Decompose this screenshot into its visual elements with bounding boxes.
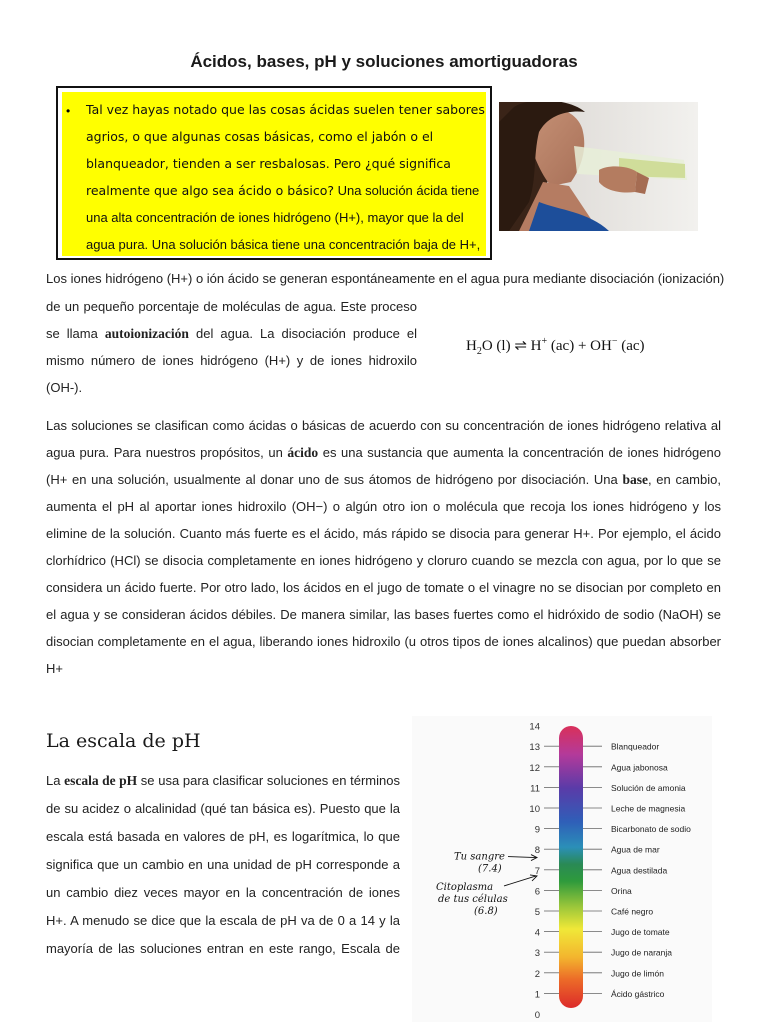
eq-h: H xyxy=(466,338,477,354)
ph-tick-label: 1 xyxy=(534,989,540,1001)
ph-substance-label: Solución de amonia xyxy=(611,782,686,793)
ph-annotation-text: de tus células xyxy=(438,893,508,905)
eq-sub: 2 xyxy=(476,346,482,357)
section-line: escala está basada en valores de pH, es logarítmica, lo que xyxy=(46,829,400,844)
para2-line: disocian completamente en el agua, liberando iones hidroxilo (u otros tipos de iones alcalinos) que puedan absorber xyxy=(46,634,721,649)
para2-text: es una sustancia que aumenta la concentración de iones hidrógeno xyxy=(322,445,721,460)
para2-line xyxy=(46,472,721,488)
section-line: mayoría de las soluciones entran en este rango, Escala de xyxy=(46,941,400,956)
ph-substance-label: Leche de magnesia xyxy=(611,803,686,814)
section-line xyxy=(46,773,400,789)
para1-line: (OH-). xyxy=(46,380,83,395)
ph-substance-label: Blanqueador xyxy=(611,741,660,752)
ph-annotation-text: (7.4) xyxy=(478,863,502,875)
para2-text: agua pura. Para nuestros propósitos, un xyxy=(46,445,283,460)
section-text: se usa para clasificar soluciones en términos xyxy=(140,773,400,788)
callout-line-a: realmente que algo sea ácido o básico? xyxy=(86,183,335,198)
ph-color-bar xyxy=(559,726,583,1008)
ph-scale-svg xyxy=(412,716,712,1022)
ph-tick-label: 14 xyxy=(529,721,540,733)
para2-line: elimine de la solución. Cuanto más fuerte es el ácido, más rápido se disocia para generar H+. Por ejemplo, el ácido xyxy=(46,526,721,541)
para2-line: aumenta el pH al aportar iones hidroxilo (OH−) o algún otro ion o molécula que recoja los iones hidrógeno y los xyxy=(46,499,721,514)
para2-line xyxy=(46,445,721,461)
section-text: La xyxy=(46,773,61,788)
callout-line xyxy=(86,183,479,198)
ph-tick-label: 12 xyxy=(529,762,540,774)
para2-line: H+ xyxy=(46,661,63,676)
para2-text: , en cambio, xyxy=(647,472,721,487)
callout-line: Tal vez hayas notado que las cosas ácidas suelen tener sabores xyxy=(86,102,485,117)
eq-h-plus: H xyxy=(530,338,542,354)
term-base: base xyxy=(622,472,648,487)
eq-mid: (ac) + OH xyxy=(547,338,612,354)
section-line: H+. A menudo se dice que la escala de pH va de 0 a 14 y la xyxy=(46,913,400,928)
section-heading: La escala de pH xyxy=(46,730,201,752)
ph-substance-label: Orina xyxy=(611,885,632,896)
callout-line: agrios, o que algunas cosas básicas, como el jabón o el xyxy=(86,129,434,144)
page-title: Ácidos, bases, pH y soluciones amortiguadoras xyxy=(190,52,578,71)
ph-substance-label: Jugo de limón xyxy=(611,968,664,979)
callout-line: una alta concentración de iones hidrógeno (H+), mayor que la del xyxy=(86,210,464,225)
section-line: de su acidez o alcalinidad (qué tan básica es). Puesto que la xyxy=(46,801,400,816)
callout-bullet: • xyxy=(66,104,71,118)
ph-substance-label: Agua de mar xyxy=(611,844,660,855)
para2-line: clorhídrico (HCl) se disocia completamente en iones hidrógeno y cloruro cuando se mezcla con agua, por lo que se xyxy=(46,553,721,568)
ph-annotation-text: (6.8) xyxy=(474,905,498,917)
para1-line: de un pequeño porcentaje de moléculas de agua. Este proceso xyxy=(46,299,417,314)
woman-drinking-photo xyxy=(499,102,698,231)
eq-lhs: O (l) xyxy=(481,338,511,354)
para1-text: se llama xyxy=(46,326,98,341)
eq-end: (ac) xyxy=(617,338,645,354)
ph-tick-label: 0 xyxy=(534,1010,540,1021)
callout-line: agua pura. Una solución básica tiene una concentración baja de H+, xyxy=(86,237,481,252)
ph-tick-label: 6 xyxy=(534,886,540,898)
ph-substance-label: Ácido gástrico xyxy=(611,988,665,999)
ph-tick-label: 10 xyxy=(529,804,540,815)
section-line: un cambio diez veces mayor en la concentración de iones xyxy=(46,885,400,900)
section-line: significa que un cambio en una unidad de pH corresponde a xyxy=(46,857,400,872)
callout-line-b: Una solución ácida tiene xyxy=(334,183,480,198)
term-acido: ácido xyxy=(287,445,319,460)
para2-text: (H+ en una solución, usualmente al donar uno de sus átomos de hidrógeno por disociación. Una xyxy=(46,472,618,487)
water-autoionization-equation xyxy=(466,336,645,357)
ph-tick-label: 9 xyxy=(534,824,540,836)
para1-text: del agua. La disociación produce el xyxy=(196,326,417,341)
ph-substance-label: Café negro xyxy=(611,906,654,917)
ph-substance-label: Jugo de tomate xyxy=(611,927,670,938)
ph-substance-label: Bicarbonato de sodio xyxy=(611,824,691,835)
eq-sup: − xyxy=(611,336,618,347)
term-autoionizacion: autoionización xyxy=(104,326,189,341)
ph-scale-figure xyxy=(412,716,712,1022)
ph-annotation-text: Tu sangre xyxy=(454,851,505,863)
para2-line: Las soluciones se clasifican como ácidas o básicas de acuerdo con su concentración de iones hidrógeno relativa al xyxy=(46,418,721,433)
para2-line: el agua y se consideran ácidos débiles. De manera similar, las bases fuertes como el hidróxido de sodio (NaOH) se xyxy=(46,607,721,622)
ph-tick-label: 11 xyxy=(530,783,540,795)
ph-tick-label: 2 xyxy=(534,968,540,980)
eq-sup: + xyxy=(541,336,548,347)
ph-annotation-text: Citoplasma xyxy=(436,881,494,893)
ph-substance-label: Agua destilada xyxy=(611,865,668,876)
ph-tick-label: 7 xyxy=(534,865,540,877)
ph-substance-label: Jugo de naranja xyxy=(611,947,672,958)
equilibrium-arrow-icon: ⇌ xyxy=(514,338,527,354)
ph-substance-label: Agua jabonosa xyxy=(611,762,668,773)
term-escala-ph: escala de pH xyxy=(64,773,138,788)
ph-tick-label: 4 xyxy=(534,927,540,939)
para1-line: mismo número de iones hidrógeno (H+) y de iones hidroxilo xyxy=(46,353,417,368)
ph-tick-label: 5 xyxy=(534,907,540,918)
para2-line: considera un ácido fuerte. Por otro lado, los ácidos en el jugo de tomate o el vinagre no se disocian por completo en xyxy=(46,580,721,595)
para1-line: Los iones hidrógeno (H+) o ión ácido se generan espontáneamente en el agua pura mediante disociación (ionización) xyxy=(46,271,725,286)
ph-tick-label: 3 xyxy=(534,948,540,960)
para1-line xyxy=(46,326,417,342)
ph-tick-label: 13 xyxy=(529,742,540,754)
callout-line: blanqueador, tienden a ser resbalosas. Pero ¿qué significa xyxy=(86,156,451,171)
ph-tick-label: 8 xyxy=(534,845,540,857)
